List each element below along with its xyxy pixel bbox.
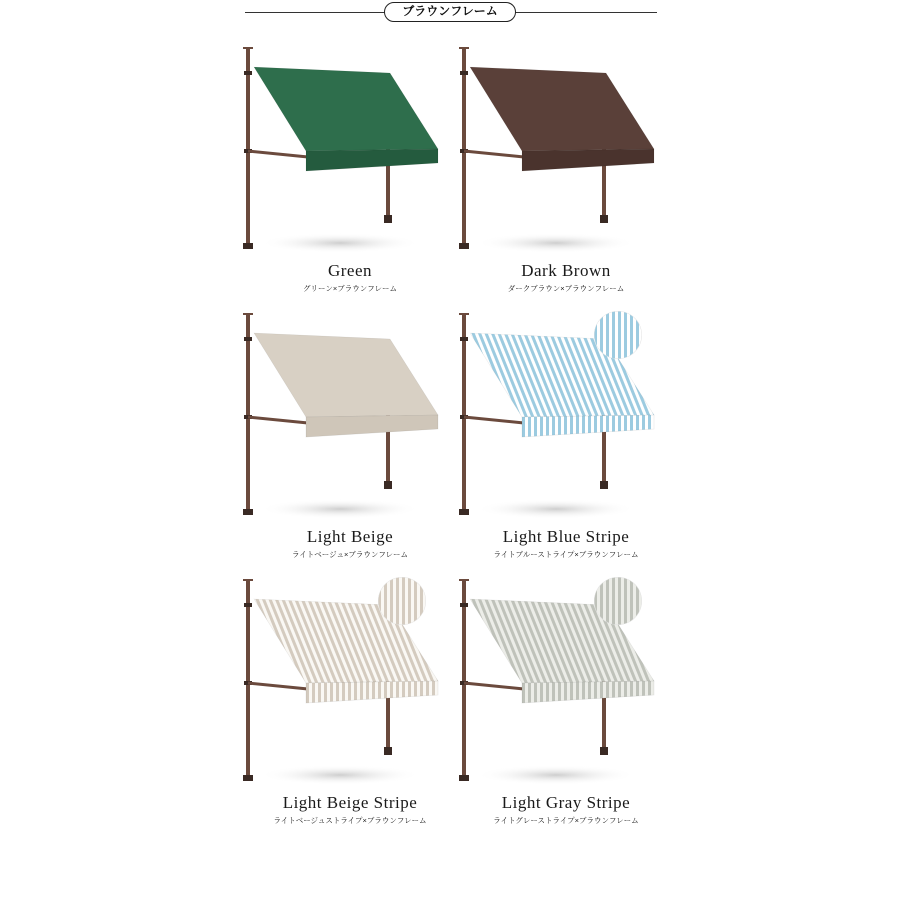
awning-image (456, 311, 676, 526)
floor-shadow (476, 765, 636, 785)
product-subtitle: ライトベージュ×ブラウンフレーム (291, 550, 409, 559)
product-card-dark-brown[interactable] (456, 45, 676, 305)
floor-shadow (476, 499, 636, 519)
awning-image (456, 577, 676, 792)
product-subtitle: グリーン×ブラウンフレーム (303, 284, 397, 293)
product-name: Green (327, 261, 373, 280)
product-card-light-gray-stripe[interactable] (456, 577, 676, 837)
left-pole (462, 579, 466, 781)
product-name: Light Beige Stripe (282, 793, 418, 812)
valance (306, 149, 438, 171)
fabric-swatch (594, 311, 642, 359)
product-subtitle: ライトグレーストライプ×ブラウンフレーム (493, 816, 639, 825)
floor-shadow (260, 233, 420, 253)
header-divider-left (245, 12, 387, 13)
floor-shadow (476, 233, 636, 253)
product-card-green[interactable] (240, 45, 460, 305)
product-card-light-beige[interactable] (240, 311, 460, 571)
floor-shadow (260, 499, 420, 519)
valance (522, 415, 654, 437)
canopy (254, 67, 438, 151)
awning-image (240, 311, 460, 526)
product-card-light-beige-stripe[interactable] (240, 577, 460, 837)
valance (306, 681, 438, 703)
header-title: ブラウンフレーム (384, 2, 516, 22)
valance (306, 415, 438, 437)
left-pole (246, 579, 250, 781)
canopy (254, 333, 438, 417)
product-subtitle: ライトブルーストライプ×ブラウンフレーム (493, 550, 639, 559)
product-name: Dark Brown (521, 261, 611, 280)
awning-image (456, 45, 676, 260)
left-pole (246, 47, 250, 249)
product-card-light-blue-stripe[interactable] (456, 311, 676, 571)
canopy (470, 67, 654, 151)
floor-shadow (260, 765, 420, 785)
valance (522, 149, 654, 171)
awning-image (240, 45, 460, 260)
fabric-swatch (378, 577, 426, 625)
product-name: Light Blue Stripe (502, 527, 630, 546)
valance (522, 681, 654, 703)
left-pole (462, 313, 466, 515)
product-name: Light Beige (306, 527, 394, 546)
left-pole (462, 47, 466, 249)
fabric-swatch (594, 577, 642, 625)
product-subtitle: ダークブラウン×ブラウンフレーム (507, 284, 625, 293)
product-subtitle: ライトベージュストライプ×ブラウンフレーム (273, 816, 427, 825)
left-pole (246, 313, 250, 515)
product-name: Light Gray Stripe (501, 793, 631, 812)
awning-image (240, 577, 460, 792)
header-divider-right (515, 12, 657, 13)
